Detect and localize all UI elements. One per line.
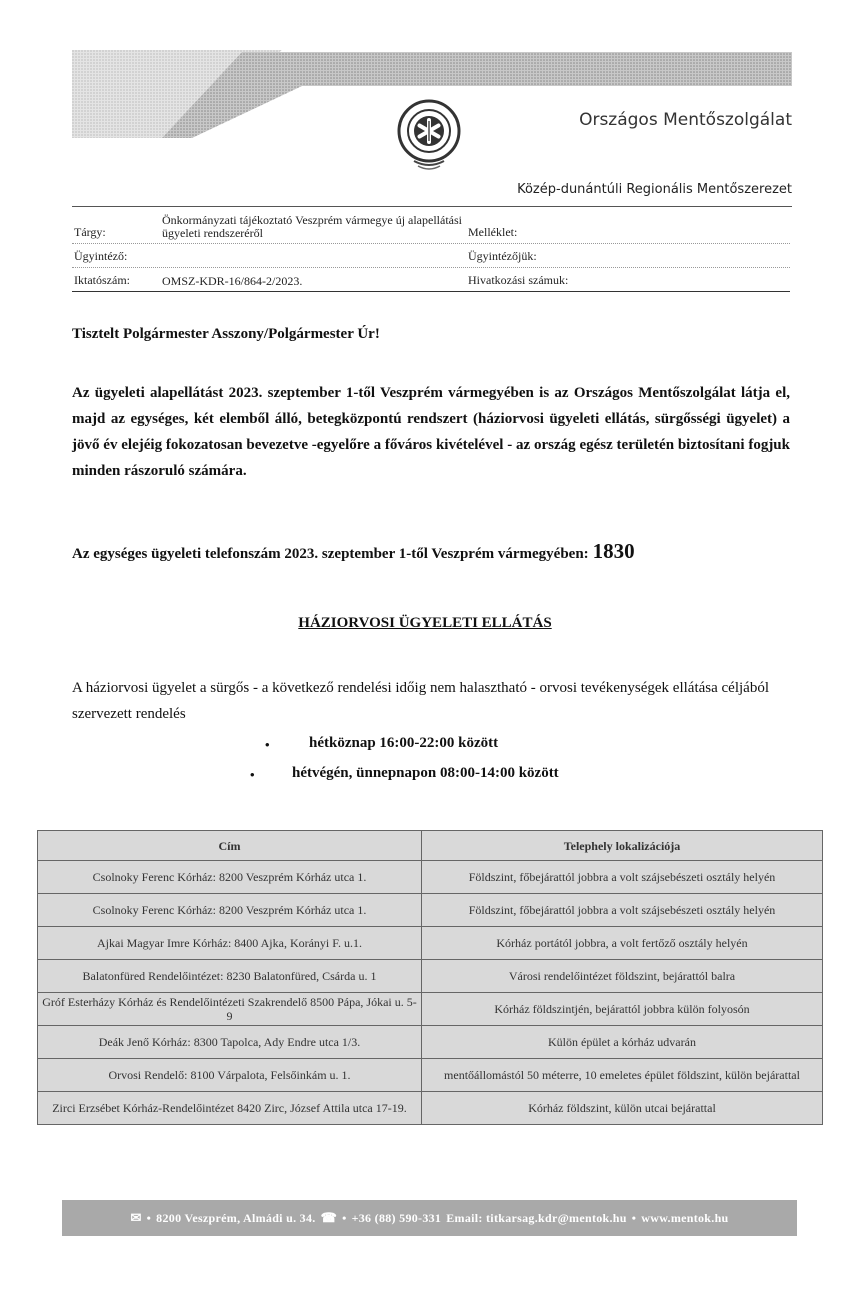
table-row [38,894,823,927]
footer-sep: • [631,1210,637,1225]
phone-number: 1830 [592,539,635,563]
intro-paragraph: Az ügyeleti alapellátást 2023. szeptember 1-től Veszprém vármegyében is az Országos Mentőszolgálat látja el, majd az egységes, két elemből álló, betegközpontú rendszert (háziorvosi ügyeleti ellátás, sürgősségi ügyelet) a jövő év elejéig fokozatosan bevezetve -egyelőre a főváros kivételével - az ország egész területén biztosítani fogjuk minden rászoruló számára. [72,385,790,479]
cell-telephely: mentőállomástól 50 méterre, 10 emeletes épület földszint, külön bejárattal [422,1059,823,1092]
table-row [38,927,823,960]
melleklet-label: Melléklet: [468,225,518,239]
footer-address: 8200 Veszprém, Almádi u. 34. [156,1210,316,1225]
phone-icon: ☎ [320,1210,338,1225]
cell-cim: Orvosi Rendelő: 8100 Várpalota, Felsőinkám u. 1. [38,1059,422,1092]
cell-cim: Csolnoky Ferenc Kórház: 8200 Veszprém Kórház utca 1. [38,861,422,894]
cell-telephely: Földszint, főbejárattól jobbra a volt szájsebészeti osztály helyén [422,894,823,927]
iktatoszam-value: OMSZ-KDR-16/864-2/2023. [162,274,303,288]
footer-phone: +36 (88) 590-331 [351,1210,442,1225]
footer-bar [62,1200,797,1236]
cell-cim: Zirci Erzsébet Kórház-Rendelőintézet 8420 Zirc, József Attila utca 17-19. [38,1092,422,1125]
locations-table [37,830,823,1125]
cell-cim: Deák Jenő Kórház: 8300 Tapolca, Ady Endre utca 1/3. [38,1026,422,1059]
cell-cim: Gróf Esterházy Kórház és Rendelőintézeti Szakrendelő 8500 Pápa, Jókai u. 5-9 [38,993,422,1026]
table-row [38,1026,823,1059]
cell-cim: Balatonfüred Rendelőintézet: 8230 Balatonfüred, Csárda u. 1 [38,960,422,993]
footer-web[interactable]: www.mentok.hu [641,1210,729,1225]
table-row [38,1092,823,1125]
cell-telephely: Kórház portától jobbra, a volt fertőző osztály helyén [422,927,823,960]
description-paragraph: A háziorvosi ügyelet a sürgős - a következő rendelési időig nem halasztható - orvosi tevékenységek ellátása céljából szervezett rendelés [72,680,769,722]
phone-line [72,539,635,564]
phone-text: Az egységes ügyeleti telefonszám 2023. szeptember 1-től Veszprém vármegyében: [72,546,589,562]
footer-sep: • [146,1210,152,1225]
meta-row-iktatoszam [72,268,790,292]
header-divider [72,206,792,207]
org-name: Országos Mentőszolgálat [579,110,792,130]
table-row [38,1059,823,1092]
header-cim: Cím [38,831,422,861]
meta-block [72,210,790,292]
subunit-name: Közép-dunántúli Regionális Mentőszerezet [517,182,792,197]
cell-telephely: Földszint, főbejárattól jobbra a volt szájsebészeti osztály helyén [422,861,823,894]
bullet-icon: • [250,767,255,782]
footer-email[interactable]: Email: titkarsag.kdr@mentok.hu [446,1210,627,1225]
meta-row-targy [72,210,790,244]
table-row [38,861,823,894]
cell-telephely: Külön épület a kórház udvarán [422,1026,823,1059]
cell-telephely: Városi rendelőintézet földszint, bejárattól balra [422,960,823,993]
hivatkozasi-label: Hivatkozási számuk: [468,273,569,287]
ugyintezojuk-label: Ügyintézőjük: [468,249,537,263]
ugyintezo-label: Ügyintéző: [74,249,128,263]
cell-cim: Ajkai Magyar Imre Kórház: 8400 Ajka, Korányi F. u.1. [38,927,422,960]
table-row [38,993,823,1026]
section-title: HÁZIORVOSI ÜGYELETI ELLÁTÁS [298,615,552,631]
meta-row-ugyintezo [72,244,790,268]
list-item-text: hétköznap 16:00-22:00 között [309,735,499,751]
mail-icon: ✉ [130,1210,142,1225]
cell-telephely: Kórház földszintjén, bejárattól jobbra külön folyosón [422,993,823,1026]
iktatoszam-label: Iktatószám: [74,273,130,287]
footer-sep: • [342,1210,347,1225]
table-row [38,960,823,993]
bullet-icon: • [265,737,270,752]
cell-cim: Csolnoky Ferenc Kórház: 8200 Veszprém Kórház utca 1. [38,894,422,927]
cell-telephely: Kórház földszint, külön utcai bejárattal [422,1092,823,1125]
list-item-text: hétvégén, ünnepnapon 08:00-14:00 között [292,765,559,781]
table-header-row [38,831,823,861]
header-telephely: Telephely lokalizációja [422,831,823,861]
salutation: Tisztelt Polgármester Asszony/Polgármester Úr! [72,326,380,342]
omsz-logo [390,95,468,173]
targy-label: Tárgy: [74,225,106,239]
targy-value: Önkormányzati tájékoztató Veszprém vármegye új alapellátási ügyeleti rendszeréről [162,213,462,240]
